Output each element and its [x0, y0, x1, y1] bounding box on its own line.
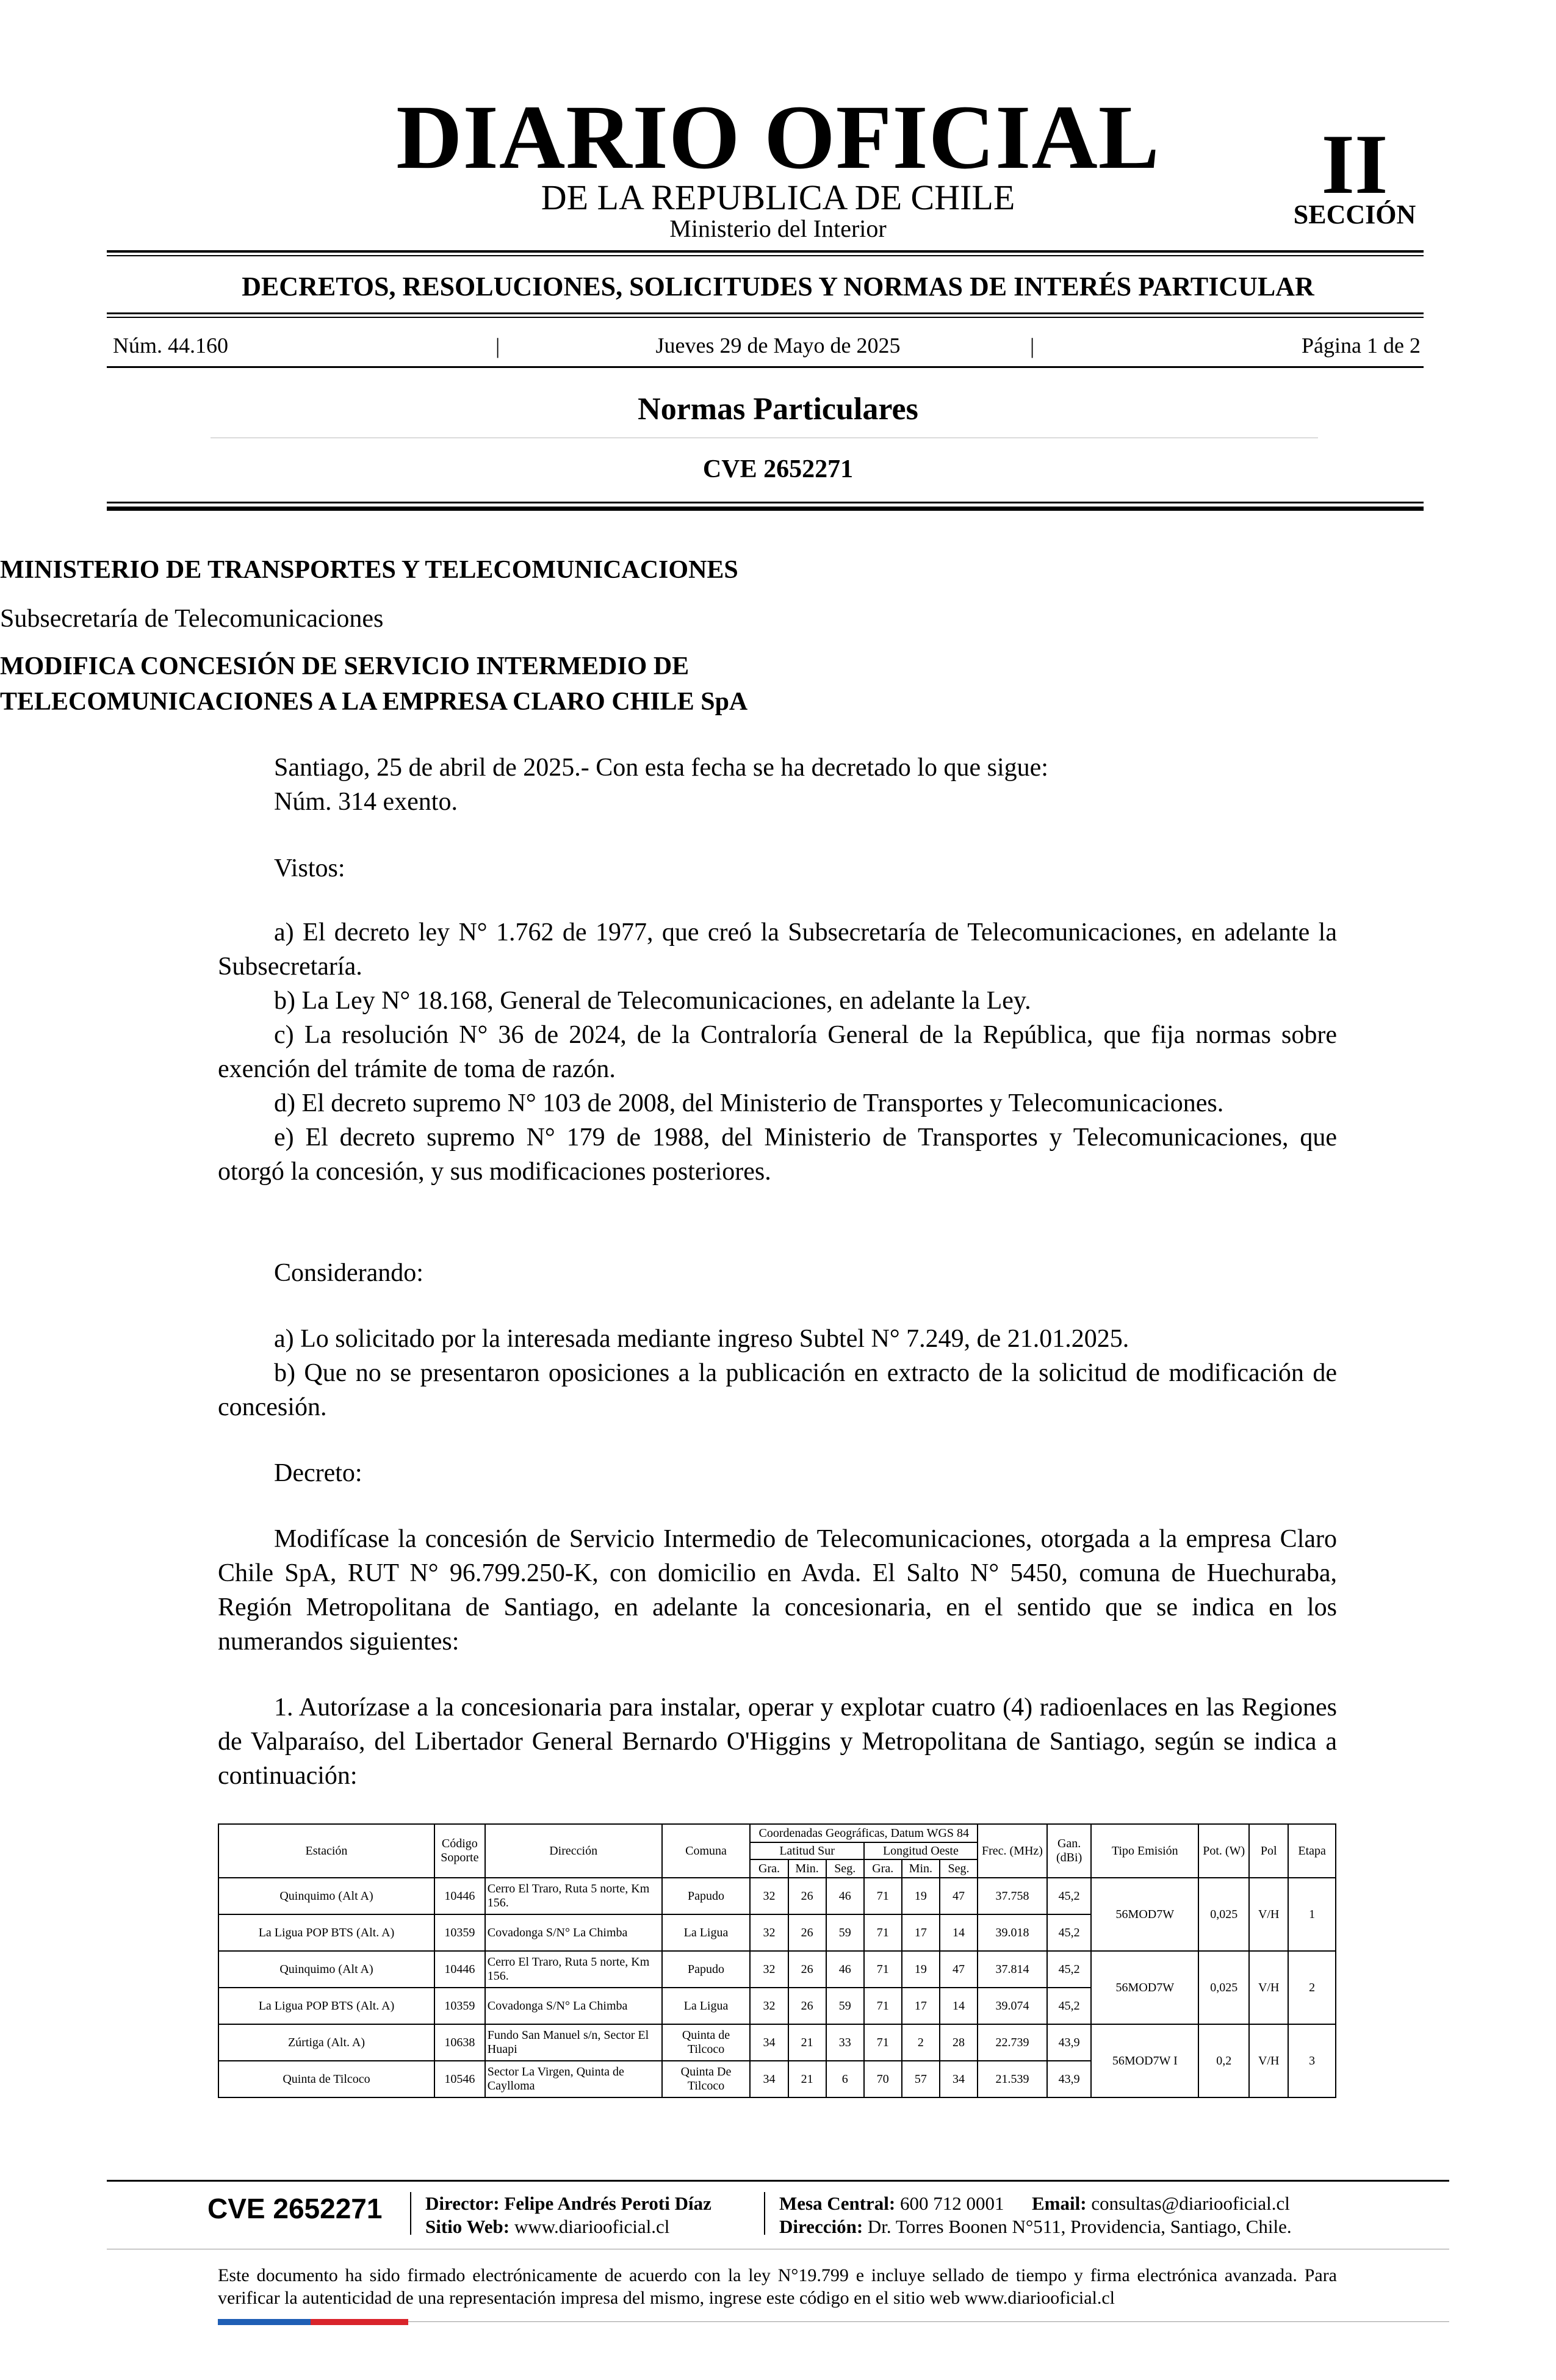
cell-tipo-emision: 56MOD7W: [1091, 1878, 1198, 1951]
cell-tipo-emision: 56MOD7W: [1091, 1951, 1198, 2024]
vistos-list: [218, 915, 1337, 1189]
table-row: [218, 2024, 1336, 2061]
cell-frecuencia: 37.814: [978, 1951, 1047, 1988]
masthead-title: DIARIO OFICIAL: [396, 87, 1160, 188]
cell-codigo: 10359: [434, 1988, 485, 2024]
footer-director-label: Director:: [425, 2193, 500, 2214]
footer-mesa-label: Mesa Central:: [779, 2193, 896, 2214]
footer-address: [779, 2215, 1292, 2238]
cell-lat-seg: 46: [826, 1878, 864, 1914]
vistos-item: e) El decreto supremo N° 179 de 1988, del Ministerio de Transportes y Telecomunicaciones, que otorgó la concesión, y sus modificaciones posteriores.: [218, 1123, 1337, 1186]
considerando-label: Considerando:: [274, 1259, 423, 1287]
ministry-heading: MINISTERIO DE TRANSPORTES Y TELECOMUNICACIONES: [0, 556, 738, 584]
cell-lon-seg: 14: [940, 1914, 978, 1951]
issue-date: Jueves 29 de Mayo de 2025: [655, 333, 901, 358]
header-rule-top: [107, 250, 1424, 253]
header-codigo: Código Soporte: [434, 1824, 485, 1878]
cell-lat-gra: 32: [750, 1914, 788, 1951]
cell-estacion: La Ligua POP BTS (Alt. A): [218, 1988, 434, 2024]
cell-frecuencia: 39.018: [978, 1914, 1047, 1951]
header-frecuencia: Frec. (MHz): [978, 1824, 1047, 1878]
cell-direccion: Sector La Virgen, Quinta de Caylloma: [485, 2061, 662, 2097]
cell-comuna: Quinta de Tilcoco: [662, 2024, 751, 2061]
cell-codigo: 10546: [434, 2061, 485, 2097]
cell-ganancia: 45,2: [1047, 1914, 1091, 1951]
footer-direccion-value: Dr. Torres Boonen N°511, Providencia, Santiago, Chile.: [867, 2216, 1292, 2237]
cell-etapa: 2: [1288, 1951, 1336, 2024]
cell-direccion: Covadonga S/N° La Chimba: [485, 1988, 662, 2024]
cell-lon-min: 17: [902, 1988, 940, 2024]
footer-website: [425, 2215, 669, 2238]
document-title-line1: MODIFICA CONCESIÓN DE SERVICIO INTERMEDIO DE: [0, 652, 690, 680]
cell-lon-min: 19: [902, 1951, 940, 1988]
header-polarizacion: Pol: [1249, 1824, 1288, 1878]
intro-line: Santiago, 25 de abril de 2025.- Con esta fecha se ha decretado lo que sigue:: [274, 754, 1048, 782]
footer-direccion-label: Dirección:: [779, 2216, 863, 2237]
issue-separator: |: [1030, 334, 1035, 358]
cell-frecuencia: 21.539: [978, 2061, 1047, 2097]
issue-page: Página 1 de 2: [1302, 333, 1421, 358]
cell-lon-min: 17: [902, 1914, 940, 1951]
header-longitud: Longitud Oeste: [864, 1842, 978, 1859]
cell-potencia: 0,025: [1198, 1951, 1249, 2024]
cell-lon-gra: 71: [864, 2024, 902, 2061]
cell-direccion: Cerro El Traro, Ruta 5 norte, Km 156.: [485, 1951, 662, 1988]
footer-email-label: Email:: [1032, 2193, 1087, 2214]
cell-lat-gra: 32: [750, 1878, 788, 1914]
header-tipo-emision: Tipo Emisión: [1091, 1824, 1198, 1878]
cell-lon-gra: 71: [864, 1914, 902, 1951]
cell-frecuencia: 37.758: [978, 1878, 1047, 1914]
cell-comuna: Papudo: [662, 1951, 751, 1988]
cell-lat-gra: 34: [750, 2024, 788, 2061]
flag-stripe-blue: [218, 2319, 311, 2325]
header-rule-top-thin: [107, 255, 1424, 256]
cell-lon-gra: 71: [864, 1951, 902, 1988]
cell-lon-min: 2: [902, 2024, 940, 2061]
header-etapa: Etapa: [1288, 1824, 1336, 1878]
decree-number: Núm. 314 exento.: [274, 788, 458, 816]
section-number: II: [1321, 117, 1388, 212]
cell-polarizacion: V/H: [1249, 2024, 1288, 2097]
document-title-line2: TELECOMUNICACIONES A LA EMPRESA CLARO CHILE SpA: [0, 688, 748, 716]
cell-ganancia: 45,2: [1047, 1951, 1091, 1988]
cell-tipo-emision: 56MOD7W I: [1091, 2024, 1198, 2097]
cell-frecuencia: 22.739: [978, 2024, 1047, 2061]
item-1-text: 1. Autorízase a la concesionaria para instalar, operar y explotar cuatro (4) radioenlaces en las Regiones de Valparaíso, del Libertador General Bernardo O'Higgins y Metropolitana de Santiago, según se indica a continuación:: [218, 1693, 1337, 1790]
subsecretaria: Subsecretaría de Telecomunicaciones: [0, 605, 384, 633]
header-lon-gra: Gra.: [864, 1859, 902, 1878]
cell-comuna: La Ligua: [662, 1988, 751, 2024]
vistos-item: a) El decreto ley N° 1.762 de 1977, que creó la Subsecretaría de Telecomunicaciones, en adelante la Subsecretaría.: [218, 918, 1337, 981]
stations-table: [218, 1823, 1336, 2098]
cell-ganancia: 45,2: [1047, 1878, 1091, 1914]
cell-comuna: La Ligua: [662, 1914, 751, 1951]
masthead-ministry: Ministerio del Interior: [669, 215, 887, 242]
header-lat-gra: Gra.: [750, 1859, 788, 1878]
footer-director-name: Felipe Andrés Peroti Díaz: [504, 2193, 711, 2214]
cell-direccion: Cerro El Traro, Ruta 5 norte, Km 156.: [485, 1878, 662, 1914]
footer-mesa: [779, 2192, 1290, 2215]
header-latitud: Latitud Sur: [750, 1842, 863, 1859]
cell-lon-seg: 14: [940, 1988, 978, 2024]
footer-director: [425, 2192, 711, 2215]
cell-lat-min: 21: [788, 2024, 826, 2061]
cell-lat-seg: 6: [826, 2061, 864, 2097]
cell-lon-seg: 47: [940, 1951, 978, 1988]
cell-lat-min: 21: [788, 2061, 826, 2097]
header-estacion: Estación: [218, 1824, 434, 1878]
cve-rule: [107, 502, 1424, 503]
header-lon-seg: Seg.: [940, 1859, 978, 1878]
cell-lon-min: 19: [902, 1878, 940, 1914]
cell-lon-min: 57: [902, 2061, 940, 2097]
table-row: [218, 1951, 1336, 1988]
cell-codigo: 10446: [434, 1878, 485, 1914]
section-title: Normas Particulares: [638, 392, 918, 427]
cell-comuna: Quinta De Tilcoco: [662, 2061, 751, 2097]
cell-lat-min: 26: [788, 1914, 826, 1951]
cell-lat-min: 26: [788, 1988, 826, 2024]
footer-rule-bottom: [408, 2321, 1449, 2322]
considerando-item: a) Lo solicitado por la interesada mediante ingreso Subtel N° 7.249, de 21.01.2025.: [274, 1325, 1129, 1353]
section-header: DECRETOS, RESOLUCIONES, SOLICITUDES Y NORMAS DE INTERÉS PARTICULAR: [242, 272, 1314, 301]
cell-estacion: Quinta de Tilcoco: [218, 2061, 434, 2097]
cell-etapa: 1: [1288, 1878, 1336, 1951]
cell-frecuencia: 39.074: [978, 1988, 1047, 2024]
cell-ganancia: 43,9: [1047, 2061, 1091, 2097]
cell-estacion: Quinquimo (Alt A): [218, 1951, 434, 1988]
footer-email-link[interactable]: consultas@diariooficial.cl: [1091, 2193, 1290, 2214]
cell-lat-gra: 34: [750, 2061, 788, 2097]
cell-codigo: 10638: [434, 2024, 485, 2061]
cell-lon-seg: 28: [940, 2024, 978, 2061]
cell-direccion: Fundo San Manuel s/n, Sector El Huapi: [485, 2024, 662, 2061]
issue-separator: |: [495, 334, 500, 358]
decreto-label: Decreto:: [274, 1459, 362, 1487]
vistos-item: b) La Ley N° 18.168, General de Telecomunicaciones, en adelante la Ley.: [274, 987, 1031, 1015]
cell-comuna: Papudo: [662, 1878, 751, 1914]
footer-divider: [410, 2192, 411, 2235]
cell-direccion: Covadonga S/N° La Chimba: [485, 1914, 662, 1951]
cell-ganancia: 43,9: [1047, 2024, 1091, 2061]
footer-divider: [764, 2192, 765, 2235]
header-comuna: Comuna: [662, 1824, 751, 1878]
vistos-label: Vistos:: [274, 854, 345, 882]
header-direccion: Dirección: [485, 1824, 662, 1878]
footer-rule-top: [107, 2180, 1449, 2182]
cell-lat-seg: 46: [826, 1951, 864, 1988]
header-potencia: Pot. (W): [1198, 1824, 1249, 1878]
cell-lon-gra: 70: [864, 2061, 902, 2097]
cell-lat-gra: 32: [750, 1951, 788, 1988]
cell-lon-gra: 71: [864, 1878, 902, 1914]
cve-code: CVE 2652271: [702, 455, 854, 483]
cell-polarizacion: V/H: [1249, 1951, 1288, 2024]
item-1-paragraph: [218, 1690, 1337, 1793]
cell-lat-gra: 32: [750, 1988, 788, 2024]
vistos-item: c) La resolución N° 36 de 2024, de la Contraloría General de la República, que fija normas sobre exención del trámite de toma de razón.: [218, 1021, 1337, 1083]
cell-lat-min: 26: [788, 1878, 826, 1914]
cell-lat-seg: 59: [826, 1914, 864, 1951]
considerando-item: b) Que no se presentaron oposiciones a la publicación en extracto de la solicitud de modificación de concesión.: [218, 1359, 1337, 1421]
cell-estacion: La Ligua POP BTS (Alt. A): [218, 1914, 434, 1951]
header-coordenadas: Coordenadas Geográficas, Datum WGS 84: [750, 1824, 978, 1842]
cell-lat-min: 26: [788, 1951, 826, 1988]
considerando-list: [218, 1322, 1337, 1424]
cell-lon-seg: 47: [940, 1878, 978, 1914]
cell-etapa: 3: [1288, 2024, 1336, 2097]
header-rule-mid: [107, 312, 1424, 314]
cell-potencia: 0,2: [1198, 2024, 1249, 2097]
cell-ganancia: 45,2: [1047, 1988, 1091, 2024]
cell-estacion: Zúrtiga (Alt. A): [218, 2024, 434, 2061]
issue-number: Núm. 44.160: [113, 333, 228, 358]
footer-web-link[interactable]: www.diariooficial.cl: [514, 2216, 670, 2237]
header-lon-min: Min.: [902, 1859, 940, 1878]
footer-signature-note: Este documento ha sido firmado electrónicamente de acuerdo con la ley N°19.799 e incluye sellado de tiempo y firma electrónica avanzada. Para verificar la autenticidad de una representación impresa del mismo, ingrese este código en el sitio web www.diariooficial.cl: [218, 2265, 1337, 2308]
decreto-text: Modifícase la concesión de Servicio Intermedio de Telecomunicaciones, otorgada a la empresa Claro Chile SpA, RUT N° 96.799.250-K, con domicilio en Avda. El Salto N° 5450, comuna de Huechuraba, Región Metropolitana de Santiago, en adelante la concesionaria, en el sentido que se indica en los numerandos siguientes:: [218, 1525, 1337, 1656]
cell-lat-seg: 33: [826, 2024, 864, 2061]
flag-stripe-red: [311, 2319, 408, 2325]
header-rule-mid-thin: [107, 317, 1424, 318]
footer-cve: CVE 2652271: [207, 2193, 383, 2224]
footer-mesa-phone: 600 712 0001: [900, 2193, 1004, 2214]
cell-potencia: 0,025: [1198, 1878, 1249, 1951]
section-label: SECCIÓN: [1293, 200, 1416, 229]
cell-lon-seg: 34: [940, 2061, 978, 2097]
masthead-subtitle: DE LA REPUBLICA DE CHILE: [541, 178, 1015, 217]
header-lat-min: Min.: [788, 1859, 826, 1878]
cell-codigo: 10359: [434, 1914, 485, 1951]
header-lat-seg: Seg.: [826, 1859, 864, 1878]
cell-lon-gra: 71: [864, 1988, 902, 2024]
table-row: [218, 1878, 1336, 1914]
cell-codigo: 10446: [434, 1951, 485, 1988]
footer-web-label: Sitio Web:: [425, 2216, 510, 2237]
vistos-item: d) El decreto supremo N° 103 de 2008, del Ministerio de Transportes y Telecomunicaciones.: [274, 1089, 1224, 1117]
cve-rule-thick: [107, 507, 1424, 511]
header-ganancia: Gan. (dBi): [1047, 1824, 1091, 1878]
issue-rule: [107, 366, 1424, 368]
cell-polarizacion: V/H: [1249, 1878, 1288, 1951]
cell-lat-seg: 59: [826, 1988, 864, 2024]
decreto-paragraph: [218, 1522, 1337, 1659]
cell-estacion: Quinquimo (Alt A): [218, 1878, 434, 1914]
